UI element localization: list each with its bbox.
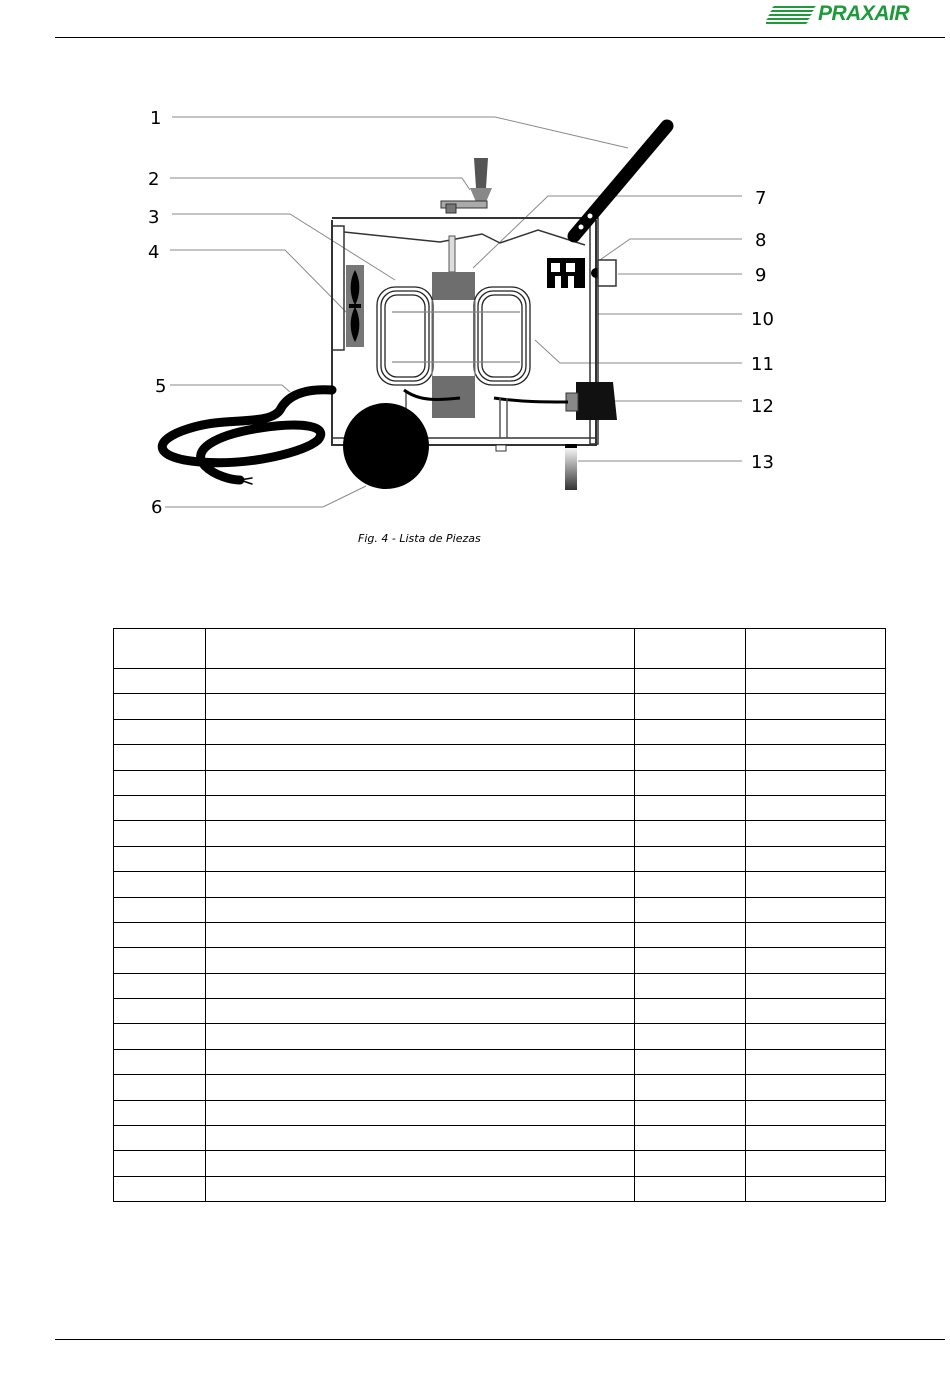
callout-13: 13 (751, 452, 774, 473)
table-cell (114, 948, 206, 973)
table-cell (634, 973, 745, 998)
table-cell (205, 1126, 634, 1151)
praxair-logo: PRAXAIR (818, 2, 910, 25)
table-cell (745, 719, 885, 744)
callout-6: 6 (151, 497, 163, 518)
table-cell (205, 821, 634, 846)
table-cell (634, 1176, 745, 1201)
table-cell (745, 922, 885, 947)
table-cell (745, 669, 885, 694)
table-cell (634, 669, 745, 694)
table-cell (114, 1126, 206, 1151)
table-header-cell (745, 629, 885, 669)
table-row (114, 770, 886, 795)
table-cell (114, 846, 206, 871)
table-cell (114, 922, 206, 947)
table-cell (205, 795, 634, 820)
callout-7: 7 (755, 188, 767, 209)
table-cell (634, 1049, 745, 1074)
callout-5: 5 (155, 376, 167, 397)
table-cell (634, 1126, 745, 1151)
table-cell (634, 1151, 745, 1176)
table-row (114, 719, 886, 744)
wheel (343, 403, 429, 489)
table-row (114, 745, 886, 770)
table-cell (634, 999, 745, 1024)
table-cell (634, 719, 745, 744)
table-row (114, 795, 886, 820)
table-cell (745, 1100, 885, 1125)
callout-9: 9 (755, 265, 767, 286)
table-cell (114, 1151, 206, 1176)
table-cell (205, 897, 634, 922)
table-cell (634, 1075, 745, 1100)
table-cell (114, 669, 206, 694)
table-cell (205, 1176, 634, 1201)
table-cell (205, 1100, 634, 1125)
table-cell (205, 1049, 634, 1074)
table-row (114, 1100, 886, 1125)
table-header-cell (114, 629, 206, 669)
table-row (114, 669, 886, 694)
table-header-cell (205, 629, 634, 669)
table-cell (745, 846, 885, 871)
table-cell (205, 694, 634, 719)
table-cell (745, 999, 885, 1024)
table-cell (745, 795, 885, 820)
table-cell (745, 948, 885, 973)
callout-1: 1 (150, 108, 162, 129)
table-cell (114, 694, 206, 719)
callout-2: 2 (148, 169, 160, 190)
table-row (114, 821, 886, 846)
table-row (114, 897, 886, 922)
table-cell (205, 872, 634, 897)
table-row (114, 694, 886, 719)
table-cell (745, 694, 885, 719)
table-cell (205, 948, 634, 973)
selector-switch (547, 258, 616, 288)
table-row (114, 973, 886, 998)
callout-11: 11 (751, 354, 774, 375)
table-cell (114, 719, 206, 744)
table-row (114, 1024, 886, 1049)
table-header-cell (634, 629, 745, 669)
table-cell (745, 1151, 885, 1176)
table-cell (634, 846, 745, 871)
table-cell (205, 770, 634, 795)
table-cell (114, 973, 206, 998)
table-cell (634, 872, 745, 897)
table-cell (205, 973, 634, 998)
table-cell (205, 846, 634, 871)
footer-rule (55, 1339, 945, 1340)
table-cell (745, 872, 885, 897)
table-cell (634, 1100, 745, 1125)
table-cell (745, 770, 885, 795)
callout-12: 12 (751, 396, 774, 417)
table-cell (205, 745, 634, 770)
table-cell (745, 1126, 885, 1151)
table-cell (634, 922, 745, 947)
callout-10: 10 (751, 309, 774, 330)
table-row (114, 846, 886, 871)
table-row (114, 1126, 886, 1151)
table-cell (205, 999, 634, 1024)
table-cell (634, 948, 745, 973)
table-row (114, 872, 886, 897)
table-cell (634, 795, 745, 820)
table-cell (745, 1049, 885, 1074)
table-cell (114, 1024, 206, 1049)
table-cell (205, 1151, 634, 1176)
table-cell (205, 1075, 634, 1100)
callout-3: 3 (148, 207, 160, 228)
table-cell (114, 1075, 206, 1100)
callout-4: 4 (148, 242, 160, 263)
table-cell (205, 719, 634, 744)
parts-table (113, 628, 886, 1202)
table-row (114, 1075, 886, 1100)
table-cell (114, 795, 206, 820)
support-leg (565, 444, 577, 490)
table-cell (745, 821, 885, 846)
table-header-row (114, 629, 886, 669)
parts-diagram (0, 0, 950, 560)
table-cell (634, 897, 745, 922)
table-cell (634, 694, 745, 719)
table-cell (114, 821, 206, 846)
callout-8: 8 (755, 230, 767, 251)
table-cell (634, 745, 745, 770)
table-row (114, 948, 886, 973)
table-cell (745, 745, 885, 770)
table-cell (745, 973, 885, 998)
table-cell (634, 1024, 745, 1049)
table-cell (114, 1176, 206, 1201)
table-cell (114, 999, 206, 1024)
figure-caption: Fig. 4 - Lista de Piezas (358, 532, 481, 545)
table-cell (745, 1075, 885, 1100)
table-row (114, 1151, 886, 1176)
table-cell (745, 1024, 885, 1049)
table-cell (114, 897, 206, 922)
table-cell (114, 1049, 206, 1074)
table-row (114, 922, 886, 947)
table-cell (114, 872, 206, 897)
table-cell (634, 821, 745, 846)
table-cell (114, 1100, 206, 1125)
table-cell (114, 745, 206, 770)
table-cell (745, 897, 885, 922)
table-row (114, 999, 886, 1024)
transformer-coils (377, 287, 530, 385)
table-cell (205, 922, 634, 947)
table-cell (205, 669, 634, 694)
handle (574, 126, 667, 236)
table-row (114, 1049, 886, 1074)
table-row (114, 1176, 886, 1201)
table-cell (114, 770, 206, 795)
cooling-fan (346, 265, 364, 347)
power-cable (162, 390, 332, 484)
table-cell (205, 1024, 634, 1049)
table-cell (634, 770, 745, 795)
table-cell (745, 1176, 885, 1201)
